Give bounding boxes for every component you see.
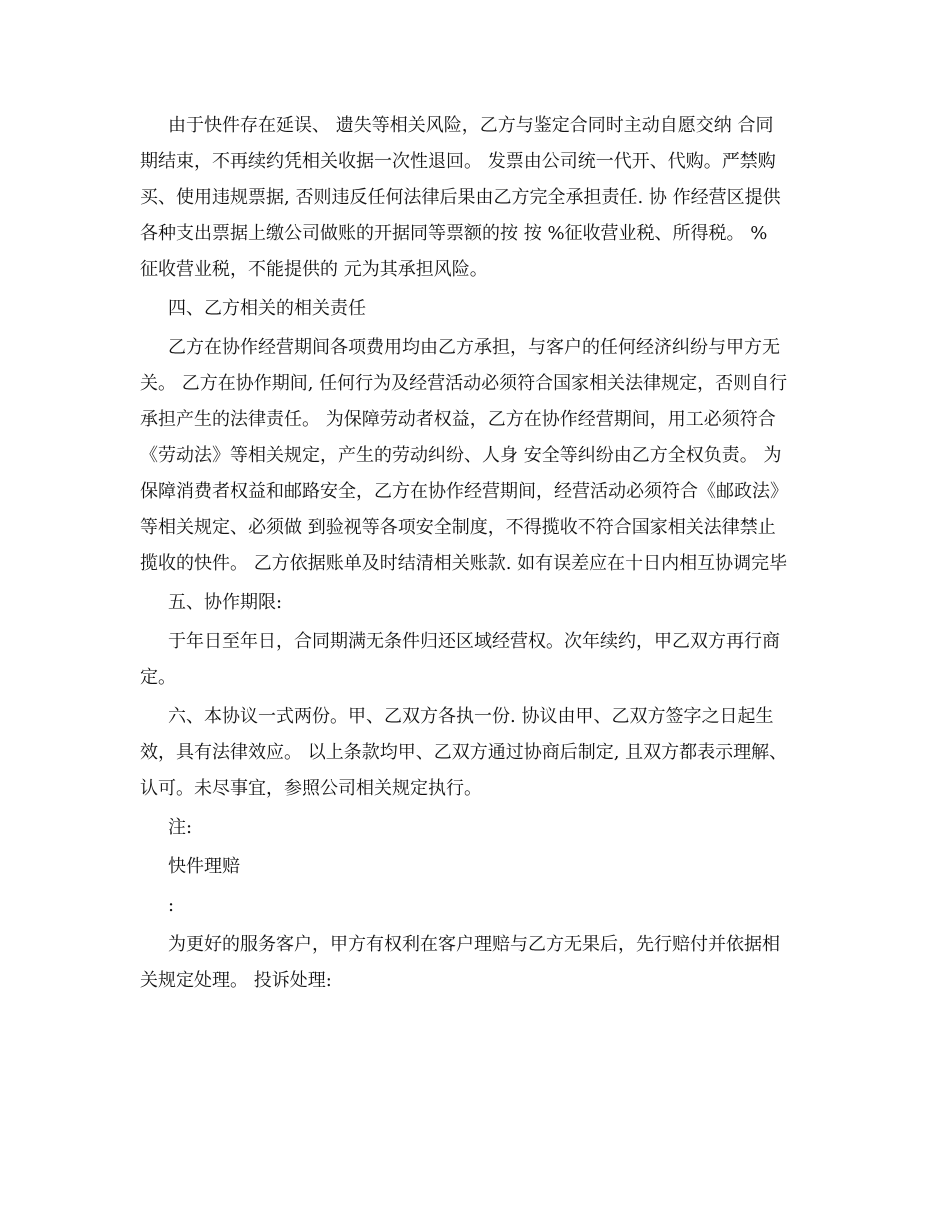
paragraph-line: 于年日至年日，合同期满无条件归还区域经营权。次年续约，甲乙双方再行商 (168, 631, 780, 652)
paragraph-line: 关规定处理。 投诉处理: (140, 970, 332, 991)
note-label: 注: (168, 817, 193, 838)
paragraph-line: 定。 (140, 667, 176, 688)
paragraph-line: 承担产生的法律责任。 为保障劳动者权益，乙方在协作经营期间，用工必须符合 (140, 409, 776, 430)
paragraph-line: 关。 乙方在协作期间, 任何行为及经营活动必须符合国家相关法律规定，否则自行 (140, 373, 788, 394)
paragraph-line: 为更好的服务客户，甲方有权利在客户理赔与乙方无果后，先行赔付并依据相 (168, 934, 780, 955)
paragraph-line: 乙方在协作经营期间各项费用均由乙方承担，与客户的任何经济纠纷与甲方无 (168, 337, 780, 358)
paragraph-line: 买、使用违规票据, 否则违反任何法律后果由乙方完全承担责任. 协 作经营区提供 (140, 187, 781, 208)
claims-colon: : (168, 895, 175, 916)
section-heading: 五、协作期限: (168, 592, 283, 613)
paragraph-line: 效，具有法律效应。 以上条款均甲、乙双方通过协商后制定, 且双方都表示理解、 (140, 742, 788, 763)
paragraph-line: 等相关规定、必须做 到验视等各项安全制度，不得揽收不符合国家相关法律禁止 (140, 517, 776, 538)
paragraph-line: 认可。未尽事宜，参照公司相关规定执行。 (140, 778, 482, 799)
paragraph-line: 保障消费者权益和邮路安全，乙方在协作经营期间，经营活动必须符合《邮政法》 (140, 481, 788, 502)
paragraph-line: 各种支出票据上缴公司做账的开据同等票额的按 按 %征收营业税、所得税。 % (140, 223, 768, 244)
paragraph-line: 期结束，不再续约凭相关收据一次性退回。 发票由公司统一代开、代购。严禁购 (140, 151, 776, 172)
section-heading: 四、乙方相关的相关责任 (168, 298, 366, 319)
paragraph-line: 揽收的快件。 乙方依据账单及时结清相关账款. 如有误差应在十日内相互协调完毕 (140, 553, 788, 574)
paragraph-line: 由于快件存在延误、 遗失等相关风险，乙方与鉴定合同时主动自愿交纳 合同 (168, 115, 774, 136)
claims-label: 快件理赔 (168, 856, 240, 877)
paragraph-line: 《劳动法》等相关规定，产生的劳动纠纷、人身 安全等纠纷由乙方全权负责。 为 (140, 445, 782, 466)
paragraph-line: 六、本协议一式两份。甲、乙双方各执一份. 协议由甲、乙双方签字之日起生 (168, 706, 774, 727)
paragraph-line: 征收营业税，不能提供的 元为其承担风险。 (140, 259, 488, 280)
